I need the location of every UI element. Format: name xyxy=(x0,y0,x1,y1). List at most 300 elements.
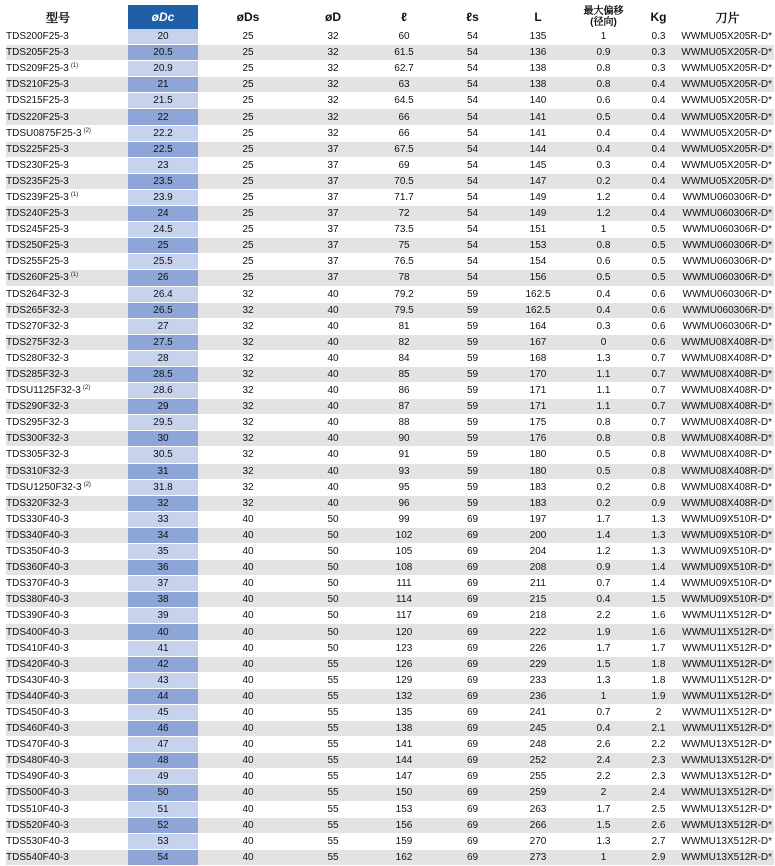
cell-L: 229 xyxy=(505,656,571,672)
cell-insert: WWMU11X512R-D* xyxy=(681,721,774,737)
cell-kg: 0.7 xyxy=(636,366,681,382)
cell-d: 32 xyxy=(298,109,368,125)
cell-ds: 25 xyxy=(198,93,298,109)
cell-deviation: 0.2 xyxy=(571,173,636,189)
cell-L: 138 xyxy=(505,61,571,77)
cell-kg: 0.7 xyxy=(636,383,681,399)
cell-d: 40 xyxy=(298,399,368,415)
cell-ls: 69 xyxy=(440,640,505,656)
table-row xyxy=(6,688,774,704)
cell-d: 37 xyxy=(298,173,368,189)
cell-dc: 45 xyxy=(128,704,198,720)
table-row xyxy=(6,415,774,431)
cell-d: 55 xyxy=(298,737,368,753)
cell-d: 55 xyxy=(298,672,368,688)
cell-l: 66 xyxy=(368,125,440,141)
cell-d: 55 xyxy=(298,688,368,704)
cell-kg: 2.4 xyxy=(636,785,681,801)
header-ds: øDs xyxy=(236,10,260,24)
cell-d: 40 xyxy=(298,383,368,399)
cell-dc: 24 xyxy=(128,206,198,222)
model-code: TDS215F25-3 xyxy=(6,95,69,107)
cell-kg: 0.6 xyxy=(636,318,681,334)
model-code: TDS300F32-3 xyxy=(6,433,69,445)
cell-deviation: 0.9 xyxy=(571,45,636,61)
cell-d: 50 xyxy=(298,576,368,592)
footnote-marker: (2) xyxy=(82,385,91,392)
model-code: TDS305F32-3 xyxy=(6,449,69,461)
cell-deviation: 0.3 xyxy=(571,157,636,173)
cell-model xyxy=(6,495,128,511)
cell-ls: 54 xyxy=(440,77,505,93)
cell-deviation: 0.6 xyxy=(571,254,636,270)
cell-ds: 32 xyxy=(198,479,298,495)
cell-kg: 0.8 xyxy=(636,463,681,479)
cell-dc: 28.5 xyxy=(128,366,198,382)
model-code: TDS245F25-3 xyxy=(6,224,69,236)
cell-L: 263 xyxy=(505,801,571,817)
cell-kg: 0.6 xyxy=(636,286,681,302)
cell-L: 145 xyxy=(505,157,571,173)
cell-ds: 40 xyxy=(198,672,298,688)
cell-insert: WWMU09X510R-D* xyxy=(681,576,774,592)
cell-ls: 54 xyxy=(440,157,505,173)
cell-L: 204 xyxy=(505,544,571,560)
cell-deviation: 0.7 xyxy=(571,576,636,592)
cell-d: 32 xyxy=(298,93,368,109)
cell-deviation: 2.2 xyxy=(571,608,636,624)
cell-insert: WWMU060306R-D* xyxy=(681,238,774,254)
cell-L: 171 xyxy=(505,383,571,399)
model-code: TDS460F40-3 xyxy=(6,723,69,735)
cell-ds: 40 xyxy=(198,721,298,737)
cell-L: 151 xyxy=(505,222,571,238)
cell-dc: 29.5 xyxy=(128,415,198,431)
cell-ls: 54 xyxy=(440,206,505,222)
cell-kg: 2.9 xyxy=(636,849,681,865)
cell-kg: 1.3 xyxy=(636,544,681,560)
cell-kg: 2.5 xyxy=(636,801,681,817)
header-ls: ℓs xyxy=(466,10,479,24)
cell-model xyxy=(6,753,128,769)
cell-ds: 32 xyxy=(198,350,298,366)
cell-l: 96 xyxy=(368,495,440,511)
cell-ds: 25 xyxy=(198,254,298,270)
cell-deviation: 2 xyxy=(571,785,636,801)
cell-kg: 1.7 xyxy=(636,640,681,656)
cell-insert: WWMU13X512R-D* xyxy=(681,849,774,865)
cell-insert: WWMU11X512R-D* xyxy=(681,640,774,656)
model-code: TDS350F40-3 xyxy=(6,546,69,558)
cell-model xyxy=(6,817,128,833)
cell-ds: 40 xyxy=(198,753,298,769)
cell-insert: WWMU09X510R-D* xyxy=(681,560,774,576)
cell-d: 37 xyxy=(298,206,368,222)
cell-L: 218 xyxy=(505,608,571,624)
cell-insert: WWMU08X408R-D* xyxy=(681,334,774,350)
cell-ds: 40 xyxy=(198,704,298,720)
cell-dc: 25.5 xyxy=(128,254,198,270)
cell-ls: 54 xyxy=(440,45,505,61)
cell-deviation: 1.1 xyxy=(571,399,636,415)
cell-kg: 2.6 xyxy=(636,817,681,833)
cell-ds: 40 xyxy=(198,544,298,560)
cell-deviation: 1.4 xyxy=(571,527,636,543)
cell-model xyxy=(6,592,128,608)
cell-deviation: 0.4 xyxy=(571,592,636,608)
cell-deviation: 1.3 xyxy=(571,350,636,366)
cell-L: 170 xyxy=(505,366,571,382)
cell-l: 159 xyxy=(368,833,440,849)
cell-dc: 29 xyxy=(128,399,198,415)
cell-ds: 40 xyxy=(198,769,298,785)
cell-d: 40 xyxy=(298,415,368,431)
cell-L: 200 xyxy=(505,527,571,543)
model-code: TDS310F32-3 xyxy=(6,465,69,477)
model-code: TDS239F25-3 xyxy=(6,191,69,203)
cell-insert: WWMU09X510R-D* xyxy=(681,527,774,543)
cell-kg: 1.5 xyxy=(636,592,681,608)
cell-L: 149 xyxy=(505,206,571,222)
cell-deviation: 0.4 xyxy=(571,721,636,737)
table-row xyxy=(6,576,774,592)
cell-L: 153 xyxy=(505,238,571,254)
cell-l: 66 xyxy=(368,109,440,125)
table-row xyxy=(6,29,774,45)
table-body xyxy=(6,29,774,865)
model-code: TDS235F25-3 xyxy=(6,175,69,187)
cell-L: 140 xyxy=(505,93,571,109)
cell-model xyxy=(6,833,128,849)
cell-l: 86 xyxy=(368,383,440,399)
cell-insert: WWMU060306R-D* xyxy=(681,270,774,286)
cell-d: 40 xyxy=(298,350,368,366)
cell-L: 136 xyxy=(505,45,571,61)
cell-ls: 69 xyxy=(440,592,505,608)
cell-insert: WWMU05X205R-D* xyxy=(681,157,774,173)
cell-dc: 40 xyxy=(128,624,198,640)
cell-d: 40 xyxy=(298,334,368,350)
model-code: TDS255F25-3 xyxy=(6,256,69,268)
cell-dc: 43 xyxy=(128,672,198,688)
cell-ls: 69 xyxy=(440,769,505,785)
cell-kg: 0.4 xyxy=(636,173,681,189)
cell-kg: 2.1 xyxy=(636,721,681,737)
cell-insert: WWMU05X205R-D* xyxy=(681,45,774,61)
cell-insert: WWMU13X512R-D* xyxy=(681,833,774,849)
table-row xyxy=(6,109,774,125)
cell-L: 168 xyxy=(505,350,571,366)
cell-L: 175 xyxy=(505,415,571,431)
table-row xyxy=(6,624,774,640)
model-code: TDS370F40-3 xyxy=(6,578,69,590)
cell-model xyxy=(6,463,128,479)
cell-ds: 25 xyxy=(198,157,298,173)
model-code: TDSU1250F32-3 xyxy=(6,481,82,493)
cell-ls: 59 xyxy=(440,399,505,415)
cell-dc: 33 xyxy=(128,511,198,527)
cell-insert: WWMU08X408R-D* xyxy=(681,415,774,431)
cell-kg: 1.8 xyxy=(636,656,681,672)
table-row xyxy=(6,350,774,366)
cell-l: 79.2 xyxy=(368,286,440,302)
cell-deviation: 0.4 xyxy=(571,286,636,302)
cell-insert: WWMU11X512R-D* xyxy=(681,656,774,672)
cell-d: 32 xyxy=(298,125,368,141)
table-row xyxy=(6,45,774,61)
cell-L: 197 xyxy=(505,511,571,527)
cell-ls: 54 xyxy=(440,61,505,77)
cell-model xyxy=(6,785,128,801)
cell-L: 270 xyxy=(505,833,571,849)
cell-d: 55 xyxy=(298,704,368,720)
table-row xyxy=(6,511,774,527)
cell-insert: WWMU08X408R-D* xyxy=(681,495,774,511)
cell-ls: 59 xyxy=(440,302,505,318)
model-code: TDSU1125F32-3 xyxy=(6,385,81,397)
cell-kg: 0.4 xyxy=(636,206,681,222)
cell-dc: 23.9 xyxy=(128,189,198,205)
model-code: TDS270F32-3 xyxy=(6,320,69,332)
cell-L: 154 xyxy=(505,254,571,270)
cell-insert: WWMU05X205R-D* xyxy=(681,93,774,109)
cell-kg: 1.3 xyxy=(636,511,681,527)
cell-d: 37 xyxy=(298,222,368,238)
cell-model xyxy=(6,157,128,173)
cell-insert: WWMU060306R-D* xyxy=(681,254,774,270)
cell-l: 135 xyxy=(368,704,440,720)
cell-ls: 54 xyxy=(440,141,505,157)
cell-d: 55 xyxy=(298,656,368,672)
cell-model xyxy=(6,511,128,527)
model-code: TDS275F32-3 xyxy=(6,336,69,348)
cell-dc: 25 xyxy=(128,238,198,254)
cell-l: 72 xyxy=(368,206,440,222)
cell-deviation: 1.5 xyxy=(571,817,636,833)
cell-l: 99 xyxy=(368,511,440,527)
cell-d: 32 xyxy=(298,45,368,61)
cell-ls: 69 xyxy=(440,721,505,737)
cell-deviation: 0.4 xyxy=(571,125,636,141)
table-row xyxy=(6,318,774,334)
cell-l: 87 xyxy=(368,399,440,415)
cell-deviation: 0.8 xyxy=(571,77,636,93)
table-row xyxy=(6,672,774,688)
cell-insert: WWMU05X205R-D* xyxy=(681,61,774,77)
header-dc: øDc xyxy=(128,5,198,29)
cell-kg: 0.4 xyxy=(636,93,681,109)
cell-dc: 26.5 xyxy=(128,302,198,318)
cell-kg: 1.6 xyxy=(636,624,681,640)
cell-insert: WWMU11X512R-D* xyxy=(681,704,774,720)
cell-ls: 69 xyxy=(440,833,505,849)
cell-kg: 0.5 xyxy=(636,222,681,238)
model-code: TDS240F25-3 xyxy=(6,208,69,220)
cell-ds: 40 xyxy=(198,560,298,576)
table-row xyxy=(6,801,774,817)
cell-l: 61.5 xyxy=(368,45,440,61)
cell-dc: 54 xyxy=(128,849,198,865)
table-row xyxy=(6,125,774,141)
cell-ds: 32 xyxy=(198,495,298,511)
model-code: TDS290F32-3 xyxy=(6,401,69,413)
cell-ds: 32 xyxy=(198,463,298,479)
cell-ds: 25 xyxy=(198,125,298,141)
cell-ds: 40 xyxy=(198,688,298,704)
cell-insert: WWMU13X512R-D* xyxy=(681,753,774,769)
model-code: TDS470F40-3 xyxy=(6,739,69,751)
cell-deviation: 1.2 xyxy=(571,189,636,205)
cell-L: 144 xyxy=(505,141,571,157)
cell-model xyxy=(6,366,128,382)
cell-d: 55 xyxy=(298,721,368,737)
table-row xyxy=(6,77,774,93)
cell-l: 69 xyxy=(368,157,440,173)
cell-deviation: 0.5 xyxy=(571,447,636,463)
cell-ls: 59 xyxy=(440,415,505,431)
cell-ds: 32 xyxy=(198,286,298,302)
cell-model xyxy=(6,737,128,753)
cell-l: 71.7 xyxy=(368,189,440,205)
table-row xyxy=(6,785,774,801)
cell-dc: 50 xyxy=(128,785,198,801)
cell-model xyxy=(6,206,128,222)
model-code: TDS500F40-3 xyxy=(6,787,69,799)
cell-deviation: 1.7 xyxy=(571,640,636,656)
cell-l: 79.5 xyxy=(368,302,440,318)
cell-ls: 54 xyxy=(440,189,505,205)
cell-model xyxy=(6,383,128,399)
cell-kg: 1.8 xyxy=(636,672,681,688)
model-code: TDS520F40-3 xyxy=(6,819,69,831)
cell-ls: 69 xyxy=(440,576,505,592)
cell-d: 55 xyxy=(298,801,368,817)
cell-dc: 23.5 xyxy=(128,173,198,189)
cell-dc: 21 xyxy=(128,77,198,93)
table-row xyxy=(6,737,774,753)
cell-dc: 46 xyxy=(128,721,198,737)
cell-model xyxy=(6,302,128,318)
table-row xyxy=(6,592,774,608)
cell-L: 162.5 xyxy=(505,286,571,302)
table-row xyxy=(6,447,774,463)
cell-insert: WWMU060306R-D* xyxy=(681,206,774,222)
cell-d: 55 xyxy=(298,817,368,833)
model-code: TDS430F40-3 xyxy=(6,674,69,686)
cell-ls: 69 xyxy=(440,785,505,801)
cell-ds: 40 xyxy=(198,785,298,801)
cell-L: 162.5 xyxy=(505,302,571,318)
cell-L: 255 xyxy=(505,769,571,785)
cell-model xyxy=(6,544,128,560)
cell-deviation: 1.3 xyxy=(571,833,636,849)
cell-d: 32 xyxy=(298,61,368,77)
cell-ds: 25 xyxy=(198,238,298,254)
cell-d: 50 xyxy=(298,608,368,624)
cell-ls: 69 xyxy=(440,801,505,817)
model-code: TDS510F40-3 xyxy=(6,803,69,815)
cell-d: 40 xyxy=(298,302,368,318)
cell-dc: 31 xyxy=(128,463,198,479)
cell-model xyxy=(6,415,128,431)
cell-ds: 25 xyxy=(198,206,298,222)
cell-L: 147 xyxy=(505,173,571,189)
cell-kg: 0.7 xyxy=(636,415,681,431)
cell-model xyxy=(6,61,128,77)
cell-model xyxy=(6,189,128,205)
cell-kg: 0.3 xyxy=(636,61,681,77)
table-row xyxy=(6,173,774,189)
cell-dc: 20.9 xyxy=(128,61,198,77)
cell-ds: 32 xyxy=(198,366,298,382)
model-code: TDS209F25-3 xyxy=(6,63,69,75)
cell-kg: 0.8 xyxy=(636,479,681,495)
cell-insert: WWMU08X408R-D* xyxy=(681,399,774,415)
cell-ls: 59 xyxy=(440,334,505,350)
cell-model xyxy=(6,141,128,157)
table-row xyxy=(6,222,774,238)
header-row xyxy=(6,5,774,29)
cell-l: 150 xyxy=(368,785,440,801)
cell-ls: 59 xyxy=(440,383,505,399)
cell-kg: 0.5 xyxy=(636,238,681,254)
cell-L: 236 xyxy=(505,688,571,704)
cell-l: 76.5 xyxy=(368,254,440,270)
cell-ds: 40 xyxy=(198,576,298,592)
cell-model xyxy=(6,109,128,125)
cell-ds: 40 xyxy=(198,801,298,817)
model-code: TDS200F25-3 xyxy=(6,31,69,43)
cell-deviation: 0.9 xyxy=(571,560,636,576)
cell-insert: WWMU11X512R-D* xyxy=(681,624,774,640)
cell-ds: 40 xyxy=(198,817,298,833)
cell-dc: 28.6 xyxy=(128,383,198,399)
cell-ds: 32 xyxy=(198,334,298,350)
cell-kg: 0.4 xyxy=(636,141,681,157)
table-row xyxy=(6,302,774,318)
cell-insert: WWMU09X510R-D* xyxy=(681,544,774,560)
cell-kg: 0.3 xyxy=(636,45,681,61)
cell-l: 120 xyxy=(368,624,440,640)
cell-insert: WWMU13X512R-D* xyxy=(681,737,774,753)
cell-L: 164 xyxy=(505,318,571,334)
cell-L: 167 xyxy=(505,334,571,350)
cell-d: 40 xyxy=(298,366,368,382)
cell-l: 105 xyxy=(368,544,440,560)
cell-model xyxy=(6,688,128,704)
cell-l: 60 xyxy=(368,29,440,45)
cell-l: 138 xyxy=(368,721,440,737)
cell-ds: 25 xyxy=(198,45,298,61)
cell-insert: WWMU060306R-D* xyxy=(681,302,774,318)
cell-l: 64.5 xyxy=(368,93,440,109)
cell-L: 183 xyxy=(505,495,571,511)
cell-dc: 28 xyxy=(128,350,198,366)
cell-ds: 40 xyxy=(198,592,298,608)
cell-deviation: 2.4 xyxy=(571,753,636,769)
cell-ds: 40 xyxy=(198,849,298,865)
cell-insert: WWMU060306R-D* xyxy=(681,189,774,205)
cell-insert: WWMU13X512R-D* xyxy=(681,785,774,801)
cell-d: 55 xyxy=(298,769,368,785)
cell-deviation: 0.5 xyxy=(571,270,636,286)
cell-deviation: 2.2 xyxy=(571,769,636,785)
cell-l: 84 xyxy=(368,350,440,366)
table-row xyxy=(6,560,774,576)
cell-L: 171 xyxy=(505,399,571,415)
cell-L: 222 xyxy=(505,624,571,640)
cell-d: 50 xyxy=(298,544,368,560)
